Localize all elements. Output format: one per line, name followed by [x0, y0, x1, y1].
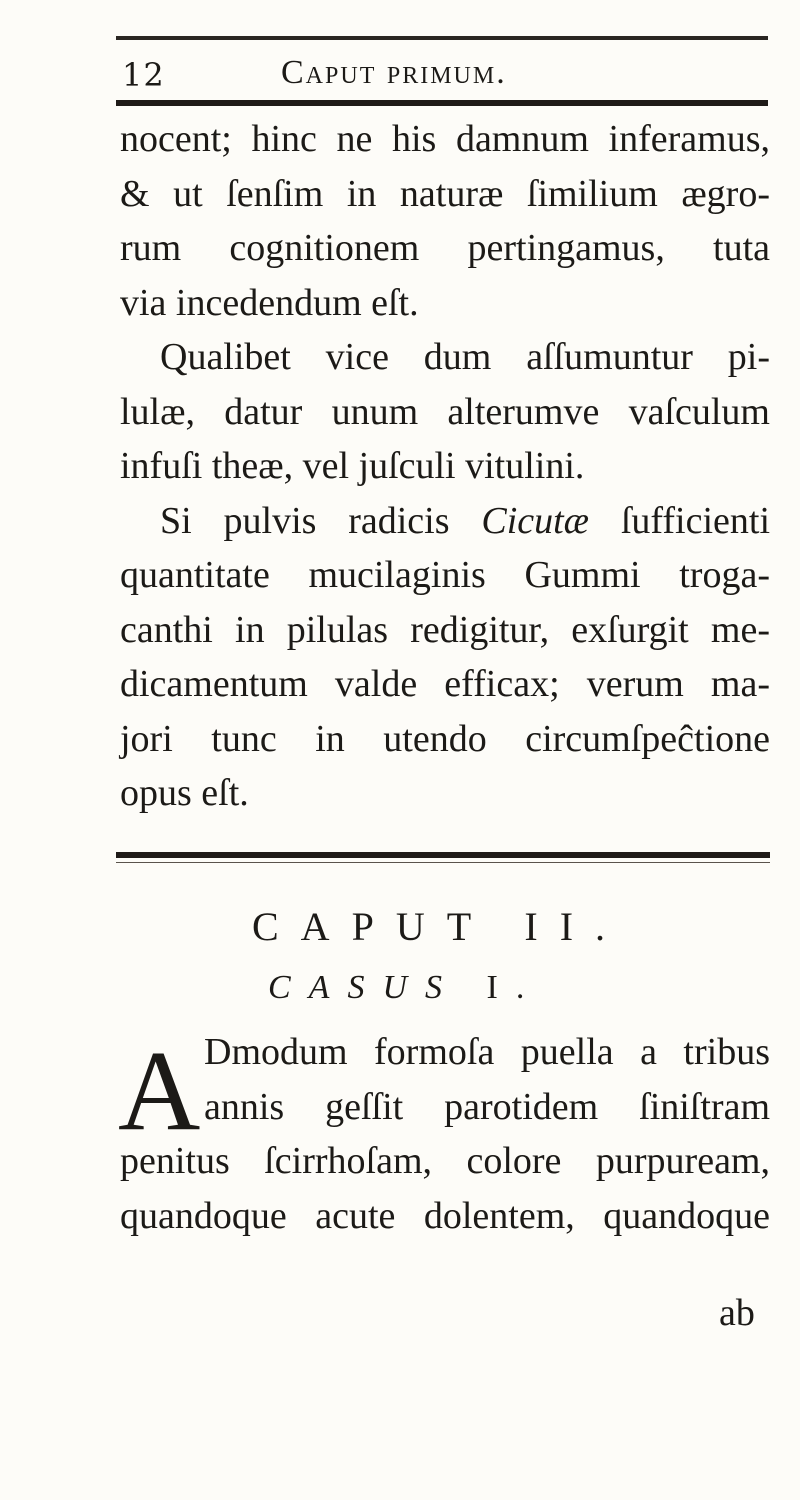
text-line: via incedendum eſt. — [120, 281, 419, 324]
text-line: canthi in pilulas redigitur, exſurgit me- — [120, 608, 770, 651]
text-line: lulæ, datur unum alterumve vaſculum — [120, 390, 770, 433]
text-line: opus eſt. — [120, 772, 249, 814]
drop-cap: A — [118, 1027, 201, 1154]
header-rule — [116, 100, 768, 106]
catchword: ab — [719, 1292, 755, 1334]
text-run: ſufficienti — [620, 499, 771, 542]
text-line: rum cognitionem pertingamus, tuta — [120, 227, 770, 269]
page-number: 12 — [122, 56, 165, 94]
chapter-heading: CAPUT II. — [252, 904, 628, 949]
case-heading — [268, 969, 542, 1007]
text-run: Si pulvis radicis — [160, 499, 450, 542]
text-line: Qualibet vice dum aſſumuntur pi- — [160, 336, 770, 378]
text-line: jori tunc in utendo circumſpeĉtione — [120, 717, 770, 760]
body-text — [120, 112, 770, 821]
text-line: penitus ſcirrhoſam, colore purpuream, — [120, 1140, 770, 1182]
running-head — [118, 52, 768, 96]
running-title: Caput primum. — [281, 54, 507, 91]
text-line: nocent; hinc ne his damnum inferamus, — [120, 118, 770, 160]
text-line: & ut ſenſim in naturæ ſimilium ægro- — [120, 172, 770, 215]
section-divider-thin-rule — [116, 862, 770, 863]
case-text — [120, 1026, 770, 1244]
top-border-rule — [116, 36, 768, 40]
italic-term: Cicutæ — [481, 499, 590, 542]
text-line: quandoque acute dolentem, quandoque — [120, 1194, 770, 1237]
text-line: quantitate mucilaginis Gummi troga- — [120, 554, 770, 596]
section-divider-rule — [116, 852, 770, 858]
text-line-with-italic — [120, 494, 770, 549]
text-line: Dmodum formoſa puella a tribus — [204, 1031, 770, 1073]
text-line: dicamentum valde efficax; verum ma- — [120, 663, 770, 705]
case-number: I. — [486, 969, 543, 1006]
case-label: CASUS — [268, 969, 460, 1006]
text-line: annis geſſit parotidem ſiniſtram — [204, 1085, 770, 1128]
text-line: infuſi theæ, vel juſculi vitulini. — [120, 445, 585, 487]
